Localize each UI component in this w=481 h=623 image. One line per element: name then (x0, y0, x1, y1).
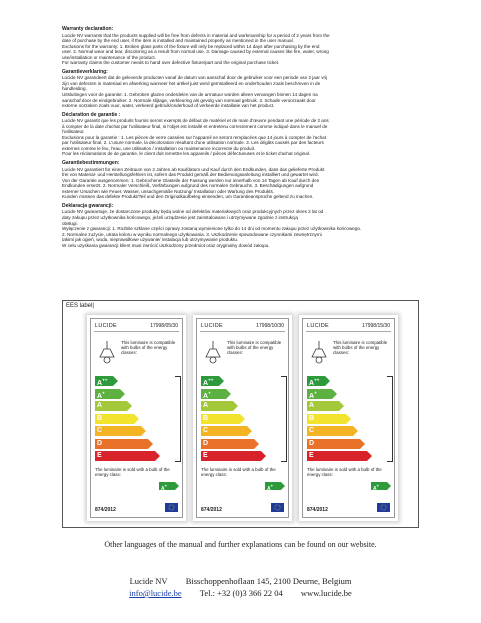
energy-class-bar (307, 389, 332, 399)
energy-class-letter: A (97, 402, 103, 409)
energy-class-letter: B (203, 414, 209, 422)
label-sold-text: The luminaire is sold with a bulb of the energy class: (201, 467, 276, 478)
label-compatible-text: This luminaire is compatible with bulbs of the energy classes: (227, 340, 282, 356)
warranty-section-title: Garantiebestimmungen: (62, 160, 120, 167)
label-compatible-text: This luminaire is compatible with bulbs of the energy classes: (121, 340, 176, 356)
warranty-section (62, 113, 428, 157)
warranty-line: Lucide NV garandeert dat de geleverde producten vanaf de datum van aanschaf door de gebruiker voor een periode van 2 jaar vrij (62, 75, 328, 81)
warranty-line: For warranty claims the customer needs to hand over defective fixture/part and the original purchase ticket. (62, 60, 280, 66)
ees-label-box (62, 300, 419, 528)
energy-class-letter: A (203, 402, 209, 409)
sold-class-value: A+ (267, 483, 274, 492)
energy-class-arrow (219, 376, 224, 386)
warranty-line: Lucide NV gwarantuje, że dostarczone produkty będą wolne od defektów materiałowych oraz produkcyjnych przez okres 2 lat od (62, 209, 324, 215)
lamp-icon (97, 341, 117, 367)
energy-class-bar (201, 389, 226, 399)
energy-class-arrow (134, 414, 139, 424)
energy-class-bar (201, 401, 233, 411)
label-sold-text: The luminaire is sold with a bulb of the energy class: (95, 467, 170, 478)
warranty-line: 2. Normalne zużycie, utrata koloru w wyniku normalnego użytkowania. 3. Uszkodzenie spowodowane czynnikami zewnętrznymi (62, 231, 322, 237)
warranty-section (62, 161, 428, 200)
footer-company: Lucide NV (129, 576, 168, 586)
energy-label (193, 315, 292, 521)
warranty-section (62, 204, 428, 248)
energy-class-letter: A+ (97, 390, 105, 400)
energy-class-letter: B (97, 414, 103, 422)
energy-class-scale (201, 376, 289, 464)
energy-class-arrow (353, 426, 358, 436)
ees-label-title: EES label| (66, 303, 94, 309)
energy-class-arrow (120, 389, 125, 399)
sold-class-badge (371, 482, 387, 490)
energy-class-letter: E (97, 452, 102, 459)
energy-class-letter: A+ (309, 390, 317, 400)
label-regulation: 874/2012 (307, 507, 328, 513)
footer-email-link[interactable]: info@lucide.be (129, 588, 182, 598)
energy-class-letter: E (309, 452, 314, 459)
energy-class-arrow (360, 439, 365, 449)
warranty-line: obsługi. (62, 220, 78, 226)
energy-class-bar (307, 414, 346, 424)
eu-flag-icon (377, 503, 390, 512)
warranty-line: handleiding. (62, 86, 87, 92)
energy-class-arrow (254, 439, 259, 449)
energy-class-letter: C (97, 427, 103, 434)
energy-class-bar (201, 376, 219, 386)
sold-class-arrow (387, 482, 391, 490)
label-sold-text: The luminaire is sold with a bulb of the energy class: (307, 467, 382, 478)
warranty-section-title: Garantieverklaring: (62, 68, 108, 75)
label-product-code: 17998/15/30 (362, 323, 390, 329)
energy-class-arrow (113, 376, 118, 386)
warranty-line: Endkunden ersetzt. 2. Normaler Verschleiß, Verfärbungen aufgrund des normalen Gebrauchs. 3. Beschädigungen aufgrund (62, 183, 314, 189)
energy-class-bar (95, 451, 155, 461)
warranty-line: l'utilisateur. (62, 129, 85, 135)
label-regulation: 874/2012 (201, 507, 222, 513)
energy-class-arrow (226, 389, 231, 399)
label-divider (306, 331, 391, 332)
energy-class-arrow (325, 376, 330, 386)
compatible-range-bracket (281, 376, 287, 462)
compatible-range-bracket (175, 376, 181, 462)
website-note: Other languages of the manual and further explanations can be found on our website. (104, 540, 377, 549)
warranty-section (62, 70, 428, 109)
energy-class-arrow (127, 401, 132, 411)
warranty-line: par l'utilisateur final. 2. L'usure normale, la décoloration résultant d'une utilisation normale. 3. Les dégâts causés par des facteurs (62, 140, 324, 146)
energy-class-arrow (155, 451, 160, 461)
energy-class-letter: A (309, 402, 315, 409)
warranty-line: date of purchase by the end user, if the item is installed and maintained properly as mentioned in the user manual. (62, 38, 294, 44)
warranty-line: Lucide NV garantit que les produits fournis seront exempts de défaut de matériel et de main d'œuvre pendant une période de 2 ans (62, 118, 329, 124)
energy-class-arrow (233, 401, 238, 411)
warranty-section-title: Déclaration de garantie : (62, 111, 121, 118)
warranty-line: Pour les réclamations de de garantie, le client doit remettre les appareils / pièces défectueuses et le ticket d'achat original. (62, 151, 311, 157)
energy-class-bar (307, 439, 360, 449)
warranty-line: externer Ursachen wie Feuer, Wasser, unsachgemäße Nutzung/ Installation oder Wartung des Produkts. (62, 188, 275, 194)
warranty-line: Exclusions pour la garantie : 1. Les pièces de verre cassées sur l'appareil ne seront remplacées que 14 jours à compter de l'achat (62, 134, 326, 140)
warranty-line: aanschaf door de eindgebruiker. 2. Normale slijtage, verkleuring als gevolg van normaal gebruik. 3. Schade veroorzaakt door (62, 97, 316, 103)
energy-class-letter: A++ (203, 378, 214, 388)
label-compatible-text: This luminaire is compatible with bulbs of the energy classes: (333, 340, 388, 356)
footer-address: Bisschoppenhoflaan 145, 2100 Deurne, Belgium (185, 576, 352, 586)
warranty-line: Wyłączenie z gwarancji: 1. Rozbite szklane części oprawy zostaną wymienione tylko do 14 dni od momentu zakupu przez użytkownika końcowego. (62, 226, 362, 232)
energy-label-frame (90, 318, 183, 518)
warranty-line: takimi jak ogień, woda, nieprawidłowe używanie/ instalacja lub utrzymywanie produktu. (62, 237, 239, 243)
energy-class-bar (95, 414, 134, 424)
warranty-text (62, 27, 428, 252)
label-regulation: 874/2012 (95, 507, 116, 513)
energy-class-letter: C (203, 427, 209, 434)
warranty-line: Lucide NV garantiert für einen Zeitraum von 2 Jahren ab Kaufdatum und Kauf durch den Endkunden, dass das gelieferte Produkt (62, 166, 325, 172)
footer-company-line (0, 576, 481, 586)
energy-class-bar (95, 401, 127, 411)
label-brand: LUCIDE (95, 323, 117, 329)
energy-class-arrow (367, 451, 372, 461)
warranty-line: externe oorzaken zoals vuur, water, verkeerd gebruik/onderhoud of verkeerde installatie van het product. (62, 103, 275, 109)
energy-class-bar (201, 414, 240, 424)
warranty-line: Kunden müssen das defekte Produkt/Teil und den Originalkaufbeleg einsenden, um Garantieansprüche geltend zu machen. (62, 194, 314, 200)
label-product-code: 17998/10/30 (256, 323, 284, 329)
warranty-section-title: Warranty declaration: (62, 26, 114, 32)
footer-website[interactable]: www.lucide.be (300, 588, 352, 598)
warranty-line: Von der Garantie ausgenommen: 1. Gebrochene Glasteile der Fassung werden nur innerhalb von 14 Tagen ab Kauf durch den (62, 177, 320, 183)
sold-class-badge (265, 482, 281, 490)
energy-class-letter: A++ (309, 378, 320, 388)
energy-class-arrow (332, 389, 337, 399)
energy-class-bar (95, 376, 113, 386)
warranty-line: Lucide NV warrants that the products supplied will be free from defects in material and workmanship for a period of 2 years from the (62, 32, 330, 38)
label-brand: LUCIDE (307, 323, 329, 329)
label-divider (200, 331, 285, 332)
energy-class-bar (201, 451, 261, 461)
energy-label (87, 315, 186, 521)
energy-class-arrow (141, 426, 146, 436)
energy-class-arrow (346, 414, 351, 424)
sold-class-arrow (281, 482, 285, 490)
energy-class-arrow (247, 426, 252, 436)
energy-class-bar (307, 426, 353, 436)
footer-phone: Tel.: +32 (0)3 366 22 04 (199, 588, 283, 598)
warranty-section-title: Deklaracja gwarancji: (62, 202, 114, 209)
energy-class-arrow (261, 451, 266, 461)
warranty-section (62, 27, 428, 66)
eu-flag-icon (271, 503, 284, 512)
energy-class-bar (95, 389, 120, 399)
energy-class-letter: A++ (97, 378, 108, 388)
warranty-line: zijn van defecten in materiaal en afwerking wanneer het artikel juist werd geïnstalleerd en onderhouden zoals beschreven in de (62, 80, 321, 86)
warranty-line: user. 2. Normal wear and tear, discoloring as a result from normal use. 3. Damage caused by external causes like fire, water, wrong (62, 49, 329, 55)
energy-class-bar (201, 426, 247, 436)
energy-class-bar (307, 451, 367, 461)
lamp-icon (203, 341, 223, 367)
energy-class-bar (307, 401, 339, 411)
sold-class-badge (159, 482, 175, 490)
energy-class-bar (95, 439, 148, 449)
energy-label-frame (196, 318, 289, 518)
warranty-line: Exclusions for the warranty: 1. Broken glass parts of the fixture will only be replaced within 14 days after purchasing by the end (62, 43, 320, 49)
energy-class-letter: D (97, 439, 103, 447)
energy-class-letter: B (309, 414, 315, 422)
energy-class-bar (201, 439, 254, 449)
label-divider (94, 331, 179, 332)
label-brand: LUCIDE (201, 323, 223, 329)
lamp-icon (309, 341, 329, 367)
label-product-code: 17998/05/30 (150, 323, 178, 329)
warranty-line: Uitsluitingen voor de garantie: 1. Gebroken glazen onderdelen van de armatuur worden alleen vervangen binnen 14 dagen na (62, 92, 318, 98)
energy-class-arrow (148, 439, 153, 449)
energy-class-letter: D (203, 439, 209, 447)
footer-contact-line (0, 588, 481, 598)
energy-class-letter: D (309, 439, 315, 447)
energy-class-arrow (240, 414, 245, 424)
energy-class-bar (95, 426, 141, 436)
energy-class-letter: A+ (203, 390, 211, 400)
sold-class-arrow (175, 482, 179, 490)
warranty-line: externes comme le feu, l'eau, une utilisation / installation ou maintenance incorrecte du produit. (62, 145, 256, 151)
warranty-line: use/installation or maintenance of the product. (62, 54, 156, 60)
eu-flag-icon (165, 503, 178, 512)
energy-class-letter: E (203, 452, 208, 459)
energy-class-arrow (339, 401, 344, 411)
compatible-range-bracket (387, 376, 393, 462)
warranty-line: à compter de la date d'achat par l'utilisateur final, si l'objet est installé et entretenu correctement comme indiqué dans le manuel de (62, 123, 328, 129)
energy-class-scale (307, 376, 395, 464)
energy-label-frame (302, 318, 395, 518)
warranty-line: daty zakupu przez użytkownika końcowego, jeżeli urządzenie jest zainstalowane i utrzymywane zgodnie z instrukcją (62, 214, 298, 220)
warranty-line: W celu uzyskania gwarancji klient musi zwrócić uszkodzony przedmiot oraz oryginalny dowód zakupu. (62, 242, 270, 248)
sold-class-value: A+ (161, 483, 168, 492)
energy-class-bar (307, 376, 325, 386)
energy-class-scale (95, 376, 183, 464)
warranty-line: frei von Material- und Herstellungsfehlern ist, sofern das Produkt gemäß der Bedienungsanleitung installiert und gewartet wird. (62, 172, 319, 178)
energy-class-letter: C (309, 427, 315, 434)
sold-class-value: A+ (373, 483, 380, 492)
energy-label (299, 315, 398, 521)
